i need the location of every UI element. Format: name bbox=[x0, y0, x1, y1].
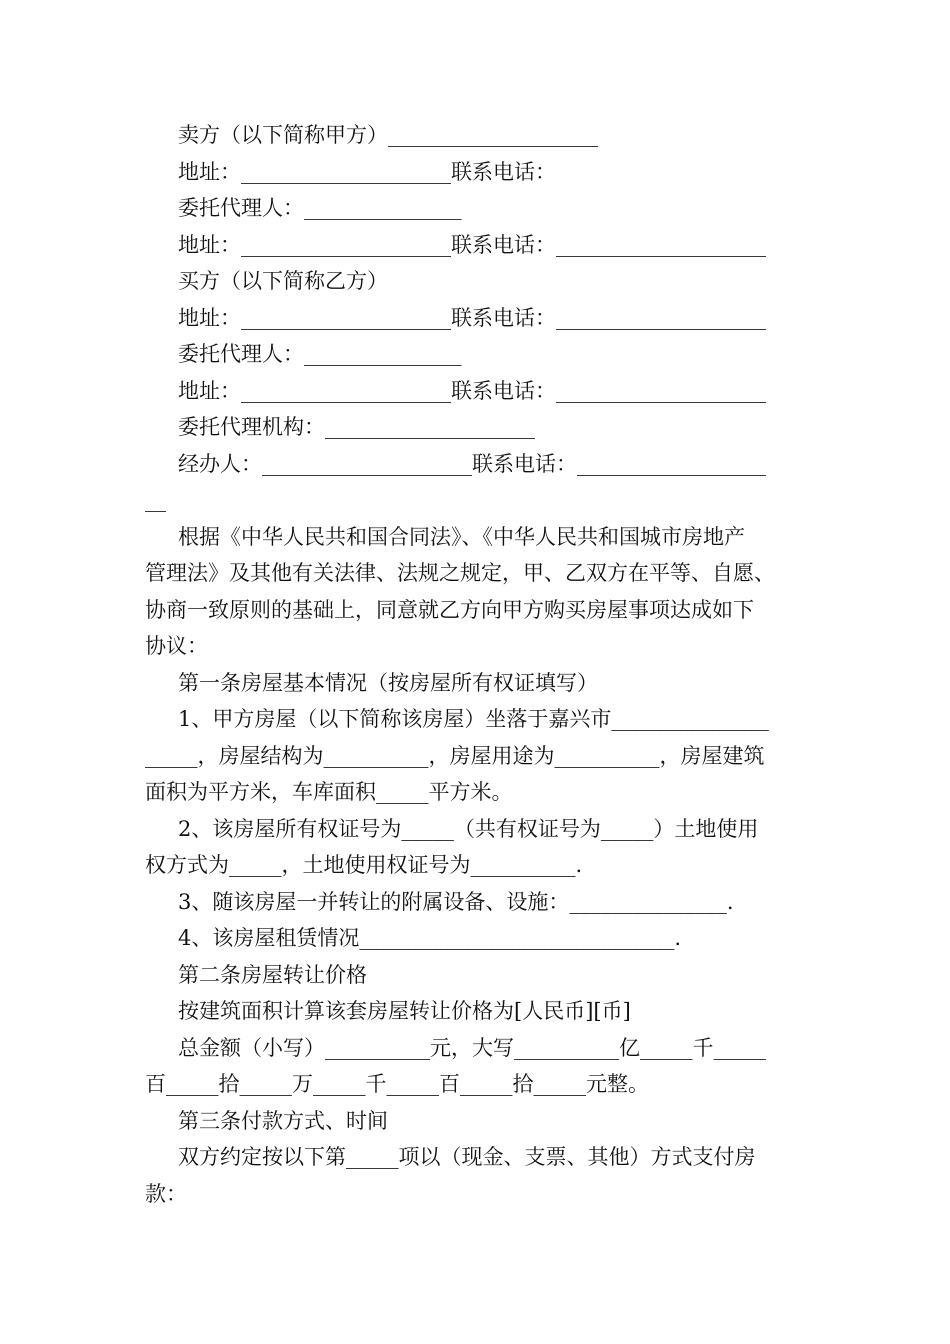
contract-body bbox=[145, 117, 805, 1212]
seller-line: 卖方（以下简称甲方）____________________ bbox=[178, 123, 598, 147]
article-2-total-line-1: 总金额（小写）__________元，大写__________亿_____千_____ bbox=[178, 1035, 766, 1060]
handler-line: 经办人：____________________联系电话：__________________ bbox=[178, 451, 766, 476]
article-2-price-basis: 按建筑面积计算该套房屋转让价格为[人民币][币] bbox=[178, 999, 631, 1023]
article-3-heading: 第三条付款方式、时间 bbox=[178, 1108, 388, 1133]
preamble-line-2: 管理法》及其他有关法律、法规之规定，甲、乙双方在平等、自愿、 bbox=[145, 561, 775, 585]
preamble-line-3: 协商一致原则的基础上，同意就乙方向甲方购买房屋事项达成如下 bbox=[145, 597, 754, 622]
article-1-heading: 第一条房屋基本情况（按房屋所有权证填写） bbox=[178, 670, 598, 695]
buyer-line: 买方（以下简称乙方） bbox=[178, 269, 388, 293]
seller-agent-address-line: 地址：____________________联系电话：____________________ bbox=[178, 232, 766, 257]
article-2-total-line-2: 百_____拾_____万_____千_____百_____拾_____元整。 bbox=[145, 1072, 649, 1096]
buyer-address-line: 地址：____________________联系电话：____________________ bbox=[178, 305, 766, 330]
buyer-agent-address-line: 地址：____________________联系电话：____________________ bbox=[178, 378, 766, 403]
article-1-item-1-line-3: 面积为平方米，车库面积_____平方米。 bbox=[145, 780, 513, 804]
article-1-item-1-line-1: 1、甲方房屋（以下简称该房屋）坐落于嘉兴市_______________ bbox=[178, 707, 769, 731]
article-3-payment-line-2: 款： bbox=[145, 1181, 187, 1206]
article-1-item-2-line-2: 权方式为_____，土地使用权证号为__________. bbox=[145, 853, 583, 877]
article-1-item-3: 3、随该房屋一并转让的附属设备、设施：_______________. bbox=[178, 889, 734, 914]
buyer-agent-line: 委托代理人：_______________ bbox=[178, 342, 462, 366]
article-1-item-2-line-1: 2、该房屋所有权证号为_____（共有权证号为_____）土地使用 bbox=[178, 816, 759, 841]
agency-line: 委托代理机构：____________________ bbox=[178, 415, 535, 439]
article-1-item-1-line-2: _____，房屋结构为__________，房屋用途为__________，房屋建筑 bbox=[145, 743, 765, 768]
seller-address-line: 地址：____________________联系电话： bbox=[178, 159, 556, 184]
article-1-item-4: 4、该房屋租赁情况______________________________. bbox=[178, 926, 682, 950]
preamble-line-4: 协议： bbox=[145, 634, 208, 658]
article-2-heading: 第二条房屋转让价格 bbox=[178, 962, 367, 987]
preamble-line-1: 根据《中华人民共和国合同法》、《中华人民共和国城市房地产 bbox=[178, 524, 745, 549]
article-3-payment-line-1: 双方约定按以下第_____项以（现金、支票、其他）方式支付房 bbox=[178, 1145, 756, 1169]
handler-line-overflow: __ bbox=[145, 488, 166, 512]
seller-agent-line: 委托代理人：_______________ bbox=[178, 196, 462, 220]
